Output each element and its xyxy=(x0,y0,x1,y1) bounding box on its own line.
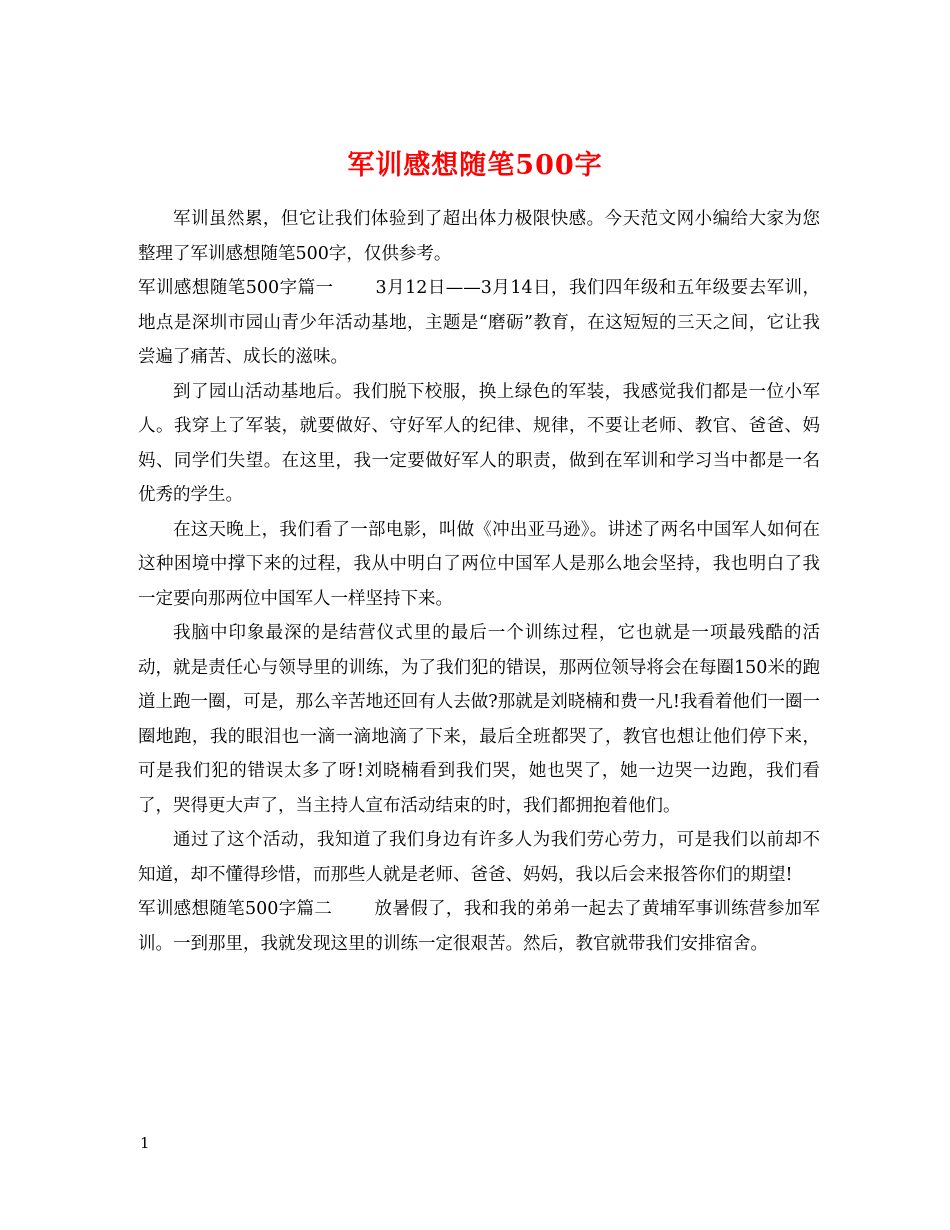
section-1-heading: 军训感想随笔500字篇一 xyxy=(138,278,334,298)
section-2-first-text: 放暑假了，我和我的弟弟一起去了黄埔军事训练营参加军训。一到那里，我就发现这里的训练一定很艰苦。然后，教官就带我们安排宿舍。 xyxy=(138,899,820,954)
section-1-paragraph: 我脑中印象最深的是结营仪式里的最后一个训练过程，它也就是一项最残酷的活动，就是责任心与领导里的训练，为了我们犯的错误，那两位领导将会在每圈150米的跑道上跑一圈，可是，那么辛苦地还回有人去做?那就是刘晓楠和费一凡!我看着他们一圈一圈地跑，我的眼泪也一滴一滴地滴了下来，最后全班都哭了，教官也想让他们停下来，可是我们犯的错误太多了呀!刘晓楠看到我们哭，她也哭了，她一边哭一边跑，我们看了，哭得更大声了，当主持人宣布活动结束的时，我们都拥抱着他们。 xyxy=(138,623,820,816)
section-1-paragraph: 在这天晚上，我们看了一部电影，叫做《冲出亚马逊》。讲述了两名中国军人如何在这种困境中撑下来的过程，我从中明白了两位中国军人是那么地会坚持，我也明白了我一定要向那两位中国军人一样坚持下来。 xyxy=(138,519,820,609)
page-number: 1 xyxy=(140,1134,150,1152)
section-2-heading: 军训感想随笔500字篇二 xyxy=(138,899,333,919)
document-body xyxy=(138,202,820,961)
section-1-paragraph: 通过了这个活动，我知道了我们身边有许多人为我们劳心劳力，可是我们以前却不知道，却不懂得珍惜，而那些人就是老师、爸爸、妈妈，我以后会来报答你们的期望! xyxy=(138,830,820,885)
section-1-first-text: 3月12日——3月14日，我们四年级和五年级要去军训，地点是深圳市园山青少年活动基地，主题是“磨砺”教育，在这短短的三天之间，它让我尝遍了痛苦、成长的滋味。 xyxy=(138,278,820,367)
section-1-paragraph: 到了园山活动基地后。我们脱下校服，换上绿色的军装，我感觉我们都是一位小军人。我穿上了军装，就要做好、守好军人的纪律、规律，不要让老师、教官、爸爸、妈妈、同学们失望。在这里，我一定要做好军人的职责，做到在军训和学习当中都是一名优秀的学生。 xyxy=(138,381,820,505)
intro-paragraph: 军训虽然累，但它让我们体验到了超出体力极限快感。今天范文网小编给大家为您整理了军训感想随笔500字，仅供参考。 xyxy=(138,209,820,264)
document-title: 军训感想随笔500字 xyxy=(347,150,603,182)
section-1-opening xyxy=(138,271,820,375)
section-2-opening xyxy=(138,892,820,961)
